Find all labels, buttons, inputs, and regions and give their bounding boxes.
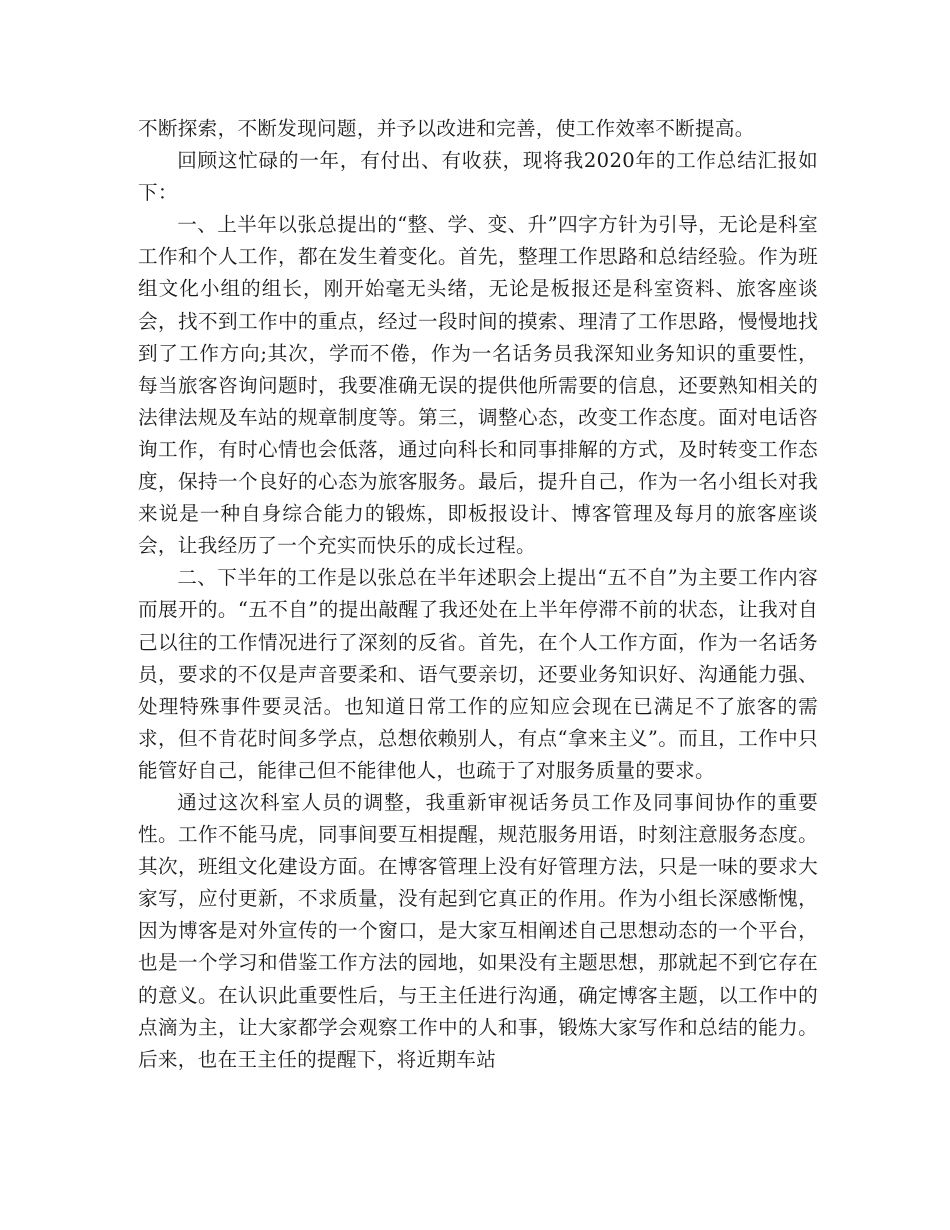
paragraph-first-half: 一、上半年以张总提出的“整、学、变、升”四字方针为引导，无论是科室工作和个人工作，都在发生着变化。首先，整理工作思路和总结经验。作为班组文化小组的组长，刚开始毫无头绪，无论是板报还是科室资料、旅客座谈会，找不到工作中的重点，经过一段时间的摸索、理清了工作思路，慢慢地找到了工作方向;其次，学而不倦，作为一名话务员我深知业务知识的重要性，每当旅客咨询问题时，我要准确无误的提供他所需要的信息，还要熟知相关的法律法规及车站的规章制度等。第三，调整心态，改变工作态度。面对电话咨询工作，有时心情也会低落，通过向科长和同事排解的方式，及时转变工作态度，保持一个良好的心态为旅客服务。最后，提升自己，作为一名小组长对我来说是一种自身综合能力的锻炼，即板报设计、博客管理及每月的旅客座谈会，让我经历了一个充实而快乐的成长过程。 — [138, 213, 818, 558]
paragraph-intro: 回顾这忙碌的一年，有付出、有收获，现将我2020年的工作总结汇报如下： — [138, 149, 818, 205]
paragraph-second-half: 二、下半年的工作是以张总在半年述职会上提出“五不自”为主要工作内容而展开的。“五不自”的提出敲醒了我还处在上半年停滞不前的状态，让我对自己以往的工作情况进行了深刻的反省。首先，在个人工作方面，作为一名话务员，要求的不仅是声音要柔和、语气要亲切，还要业务知识好、沟通能力强、处理特殊事件要灵活。也知道日常工作的应知应会现在已满足不了旅客的需求，但不肯花时间多学点，总想依赖别人，有点“拿来主义”。而且，工作中只能管好自己，能律己但不能律他人，也疏于了对服务质量的要求。 — [138, 566, 818, 782]
document-body — [138, 113, 818, 1076]
paragraph-continuation: 不断探索，不断发现问题，并予以改进和完善，使工作效率不断提高。 — [138, 117, 755, 140]
paragraph-staff-adjustment: 通过这次科室人员的调整，我重新审视话务员工作及同事间协作的重要性。工作不能马虎，同事间要互相提醒，规范服务用语，时刻注意服务态度。其次，班组文化建设方面。在博客管理上没有好管理方法，只是一味的要求大家写，应付更新，不求质量，没有起到它真正的作用。作为小组长深感惭愧，因为博客是对外宣传的一个窗口，是大家互相阐述自己思想动态的一个平台，也是一个学习和借鉴工作方法的园地，如果没有主题思想，那就起不到它存在的意义。在认识此重要性后，与王主任进行沟通，确定博客主题，以工作中的点滴为主，让大家都学会观察工作中的人和事，锻炼大家写作和总结的能力。后来，也在王主任的提醒下，将近期车站 — [138, 790, 818, 1071]
